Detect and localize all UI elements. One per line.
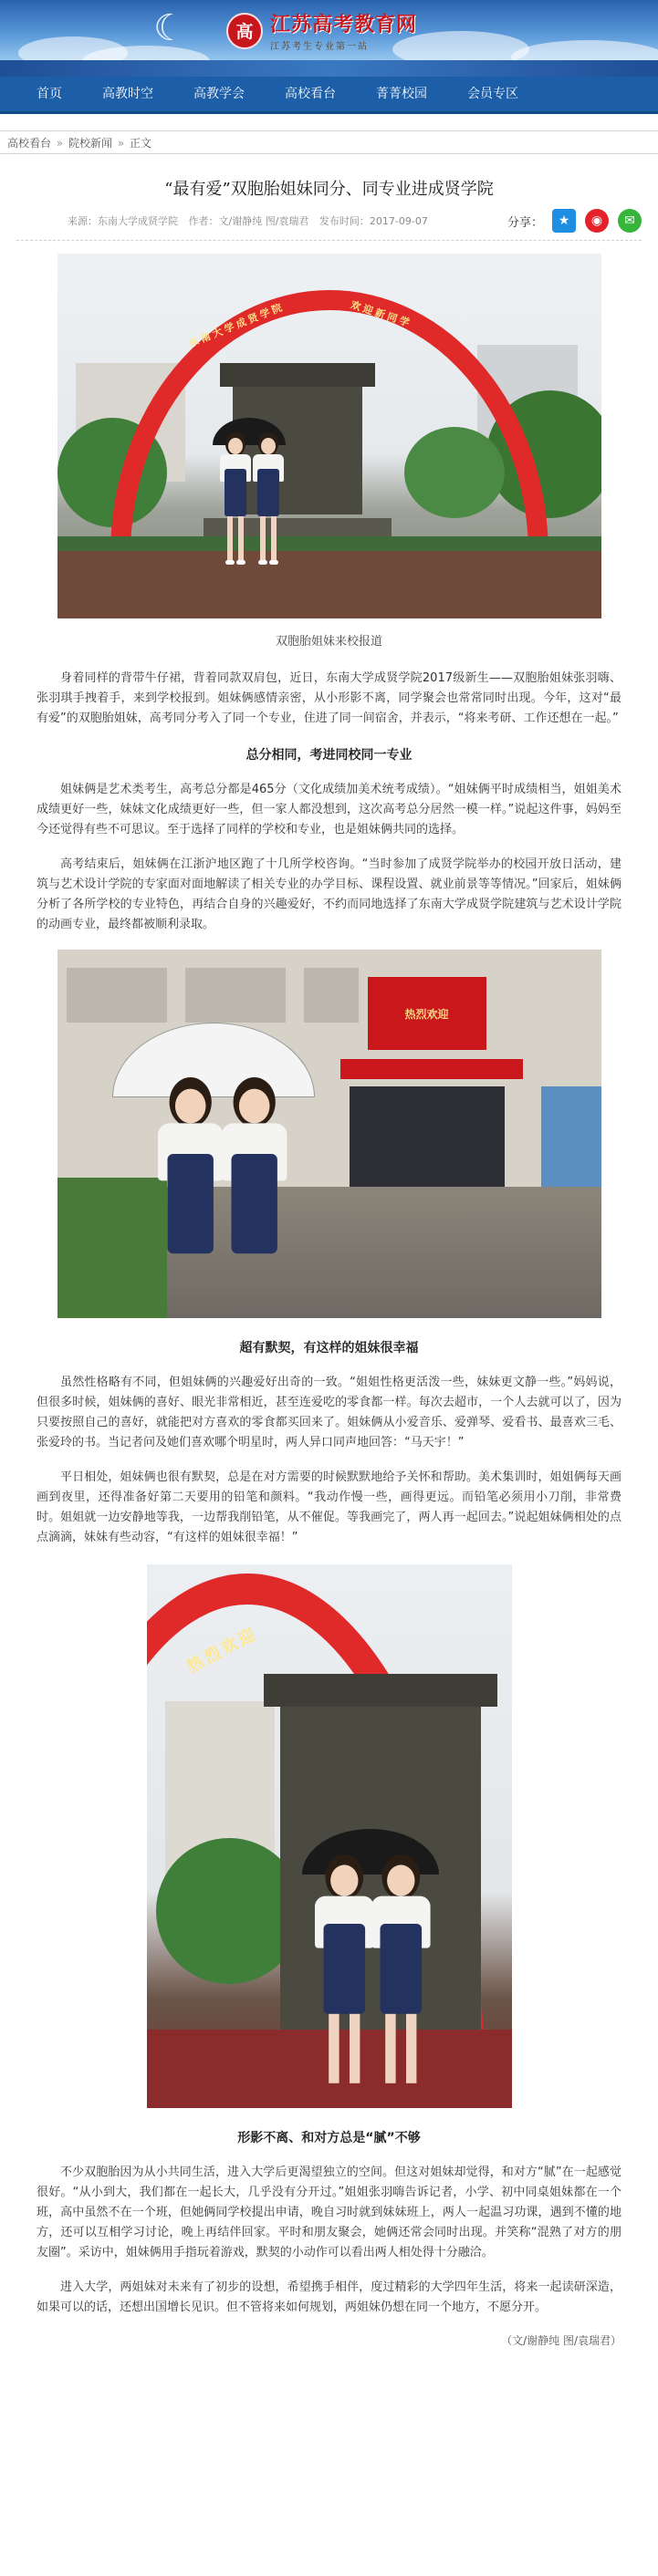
article-date: 发布时间：2017-09-07 <box>319 215 428 227</box>
nav-item-gaojiao-xuehui[interactable]: 高教学会 <box>193 87 245 101</box>
article-title: “最有爱”双胞胎姐妹同分、同专业进成贤学院 <box>164 180 494 199</box>
article-byline: （文/谢静纯 图/袁瑞君） <box>501 2334 621 2347</box>
share-label: 分享： <box>507 215 543 230</box>
site-name: 江苏高考教育网 <box>270 14 418 36</box>
article <box>0 176 658 2348</box>
article-paragraph: 高考结束后，姐妹俩在江浙沪地区跑了十几所学校咨询。“当时参加了成贤学院举办的校园开放日活动，建筑与艺术设计学院的专家面对面地解读了相关专业的办学目标、课程设置、就业前景等等情况。”回家后，姐妹俩分析了各所学校的专业特色，再结合自身的兴趣爱好，不约而同地选择了东南大学成贤学院建筑与艺术设计学院的动画专业，最终都被顺利录取。 <box>37 857 621 931</box>
logo-mark-icon: 高 <box>226 13 263 49</box>
moon-icon: ☾ <box>153 7 186 49</box>
section-heading: 形影不离、和对方总是“腻”不够 <box>237 2131 421 2145</box>
article-paragraph: 平日相处，姐妹俩也很有默契，总是在对方需要的时候默默地给予关怀和帮助。美术集训时，姐姐俩每天画画到夜里，还得准备好第二天要用的铅笔和颜料。“我动作慢一些，画得更远。而铅笔必须用小刀削，非常费时。姐姐就一边安静地等我，一边帮我削铅笔，从不催促。等我画完了，两人再一起回去。”说起姐妹俩相处的点点滴滴，妹妹有些动容，“有这样的姐妹很幸福！” <box>37 1470 621 1544</box>
article-meta <box>68 213 435 228</box>
photo-sisters-umbrella: 热烈欢迎 <box>57 950 601 1318</box>
site-banner <box>0 0 658 77</box>
article-paragraph: 进入大学，两姐妹对未来有了初步的设想，希望携手相伴，度过精彩的大学四年生活，将来一起读研深造，如果可以的话，还想出国增长见识。但不管将来如何规划，两姐妹仍想在同一个地方，不愿分开。 <box>37 2280 621 2314</box>
site-slogan: 江苏考生专业第一站 <box>270 42 369 52</box>
photo-arrival: 东南大学成贤学院 欢迎新同学 <box>57 254 601 618</box>
breadcrumb-current: 正文 <box>130 137 152 150</box>
article-meta-row <box>16 209 642 241</box>
nav-item-home[interactable]: 首页 <box>37 87 62 101</box>
main-nav <box>0 77 658 114</box>
star-icon[interactable]: ★ <box>552 209 576 233</box>
share-bar <box>507 209 642 233</box>
photo-sisters-gate: 热烈欢迎 <box>147 1564 512 2108</box>
article-paragraph: 虽然性格略有不同，但姐妹俩的兴趣爱好出奇的一致。“姐姐性格更活泼一些，妹妹更文静一些。”妈妈说，但很多时候，姐妹俩的喜好、眼光非常相近，甚至连爱吃的零食都一样。每次去超市，一个人去就可以了，因为只要按照自己的喜好，就能把对方喜欢的零食都买回来了。姐妹俩从小爱音乐、爱弹琴、爱看书、最喜欢三毛、张爱玲的书。当记者问及她们喜欢哪个明星时，两人异口同声地回答：“马天宇！” <box>37 1376 621 1449</box>
breadcrumb-separator: » <box>56 137 64 150</box>
banner-sea <box>0 60 658 77</box>
breadcrumb-separator: » <box>117 137 125 150</box>
wechat-icon[interactable]: ✉ <box>618 209 642 233</box>
article-source: 来源：东南大学成贤学院 <box>68 215 178 227</box>
article-paragraph: 身着同样的背带牛仔裙，背着同款双肩包，近日，东南大学成贤学院2017级新生——双胞胎姐妹张羽嗨、张羽琪手拽着手，来到学校报到。姐妹俩感情亲密，从小形影不离，同学聚会也常常同时出现。今年，这对“最有爱”的双胞胎姐妹，高考同分考入了同一个专业，住进了同一间宿舍，并表示，“将来考研、工作还想在一起。” <box>37 671 621 725</box>
article-paragraph: 不少双胞胎因为从小共同生活，进入大学后更渴望独立的空间。但这对姐妹却觉得，和对方“腻”在一起感觉很好。“从小到大，我们都在一起长大，几乎没有分开过。”姐姐张羽嗨告诉记者，小学、初中同桌姐妹都在一个班，高中虽然不在一个班，但她俩同学校提出申请，晚自习时就到妹妹班上，两人一起温习功课，遇到不懂的地方，还可以互相学习讨论，晚上再结伴回家。平时和朋友聚会，她俩还常会同时出现。并笑称“混熟了对方的朋友圈”。采访中，姐妹俩用手指玩着游戏，默契的小动作可以看出两人相处得十分融洽。 <box>37 2166 621 2259</box>
nav-item-gaojiao-shikong[interactable]: 高教时空 <box>102 87 153 101</box>
breadcrumb <box>0 130 658 154</box>
nav-item-members[interactable]: 会员专区 <box>467 87 518 101</box>
nav-item-jingjing-xiaoyuan[interactable]: 菁菁校园 <box>376 87 427 101</box>
nav-item-gaoxiao-kantai[interactable]: 高校看台 <box>285 87 336 101</box>
section-heading: 超有默契，有这样的姐妹很幸福 <box>239 1341 419 1356</box>
weibo-icon[interactable]: ◉ <box>585 209 609 233</box>
article-author: 作者：文/谢静纯 图/袁瑞君 <box>188 215 309 227</box>
breadcrumb-link-kantai[interactable]: 高校看台 <box>7 137 52 150</box>
article-paragraph: 姐妹俩是艺术类考生，高考总分都是465分（文化成绩加美术统考成绩）。“姐妹俩平时成绩相当，姐姐美术成绩更好一些，妹妹文化成绩更好一些，但一家人都没想到，这次高考总分居然一模一样。”说起这件事，妈妈至今还觉得有些不可思议。至于选择了同样的学校和专业，也是姐妹俩共同的选择。 <box>37 783 621 836</box>
breadcrumb-link-news[interactable]: 院校新闻 <box>68 137 113 150</box>
section-heading: 总分相同，考进同校同一专业 <box>245 748 413 763</box>
site-logo[interactable] <box>226 9 417 52</box>
photo-caption: 双胞胎姐妹来校报道 <box>275 635 382 649</box>
